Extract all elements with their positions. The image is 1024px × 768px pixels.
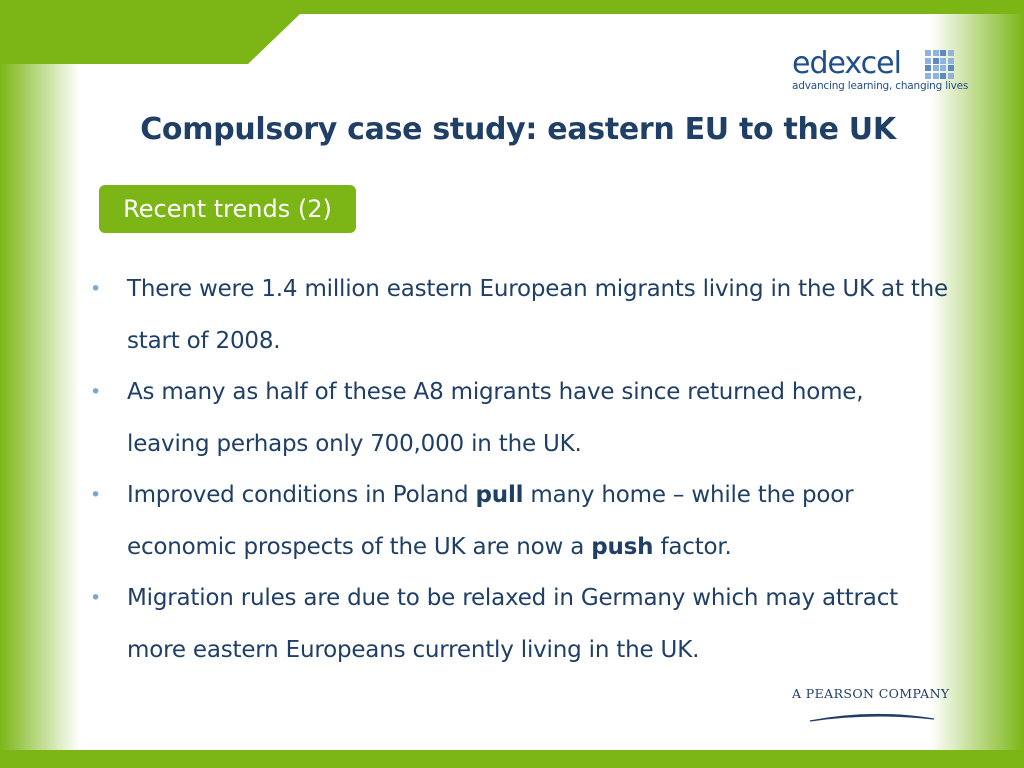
bold-pull: pull [475, 482, 524, 508]
pearson-logo [792, 686, 954, 726]
bullet-item [90, 367, 950, 470]
slide-title: Compulsory case study: eastern EU to the UK [140, 112, 896, 147]
bullet-icon: • [90, 278, 102, 300]
bullet-text: There were 1.4 million eastern European migrants living in the UK at the start of 2008. [127, 276, 949, 354]
logo-grid-icon [925, 50, 953, 78]
bullet-text-middle: many home – while the poor economic prospects of the UK are now a [127, 482, 854, 560]
bold-push: push [591, 533, 654, 560]
bullet-item [90, 573, 950, 676]
bullet-icon: • [90, 484, 102, 506]
bullet-item [90, 264, 950, 367]
bullet-item [90, 470, 950, 573]
pearson-swoosh-icon [792, 701, 954, 725]
bullet-text: Migration rules are due to be relaxed in Germany which may attract more eastern Europeans currently living in the UK. [127, 585, 898, 663]
bullet-icon: • [90, 381, 102, 403]
bullet-text: As many as half of these A8 migrants have since returned home, leaving perhaps only 700,000 in the UK. [127, 379, 864, 457]
bullet-icon: • [90, 587, 102, 609]
pearson-text: A PEARSON COMPANY [792, 686, 950, 701]
section-badge: Recent trends (2) [99, 185, 356, 233]
logo-wordmark: edexcel [792, 46, 901, 81]
edexcel-logo [790, 44, 969, 100]
bullet-list [90, 264, 950, 676]
bullet-text-end: factor. [653, 533, 732, 560]
bullet-text-start: Improved conditions in Poland [127, 482, 476, 508]
logo-tagline: advancing learning, changing lives [792, 80, 969, 92]
